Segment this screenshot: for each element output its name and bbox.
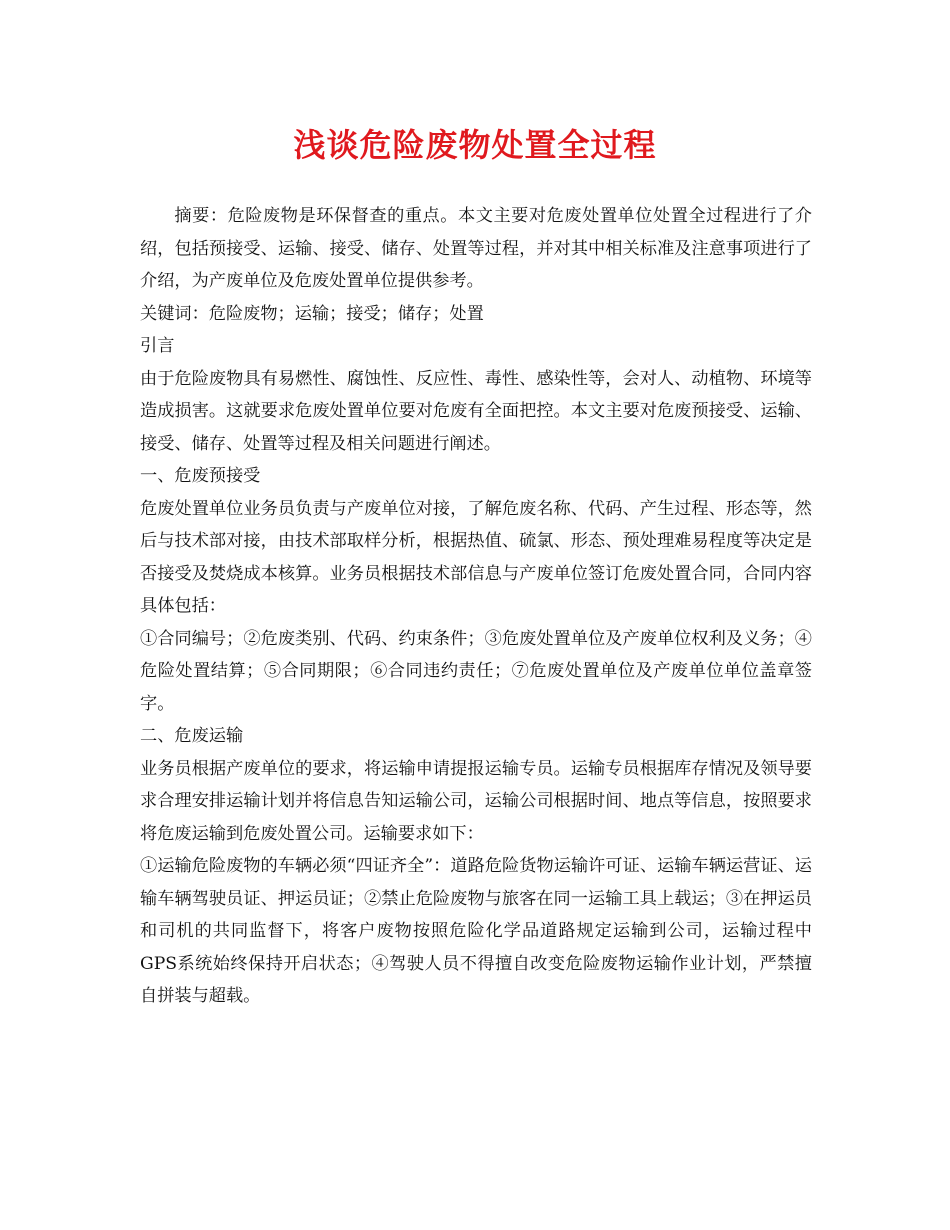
transport-paragraph: 业务员根据产废单位的要求，将运输申请提报运输专员。运输专员根据库存情况及领导要求合理安排运输计划并将信息告知运输公司，运输公司根据时间、地点等信息，按照要求将危废运输到危废处置公司。运输要求如下：	[140, 758, 812, 844]
transport-requirements-paragraph: ①运输危险废物的车辆必须“四证齐全”：道路危险货物运输许可证、运输车辆运营证、运输车辆驾驶员证、押运员证；②禁止危险废物与旅客在同一运输工具上载运；③在押运员和司机的共同监督下，将客户废物按照危险化学品道路规定运输到公司，运输过程中GPS系统始终保持开启状态；④驾驶人员不得擅自改变危险废物运输作业计划，严禁擅自拼装与超载。	[140, 856, 812, 1006]
section-heading-pre-acceptance: 一、危废预接受	[140, 466, 261, 486]
contract-items-paragraph: ①合同编号；②危废类别、代码、约束条件；③危废处置单位及产废单位权利及义务；④危险处置结算；⑤合同期限；⑥合同违约责任；⑦危废处置单位及产废单位单位盖章签字。	[140, 628, 812, 714]
abstract-paragraph: 摘要：危险废物是环保督查的重点。本文主要对危废处置单位处置全过程进行了介绍，包括预接受、运输、接受、储存、处置等过程，并对其中相关标准及注意事项进行了介绍，为产废单位及危废处置单位提供参考。	[140, 206, 812, 291]
document-title: 浅谈危险废物处置全过程	[293, 126, 657, 164]
keywords-line: 关键词：危险废物；运输；接受；储存；处置	[140, 303, 484, 324]
pre-acceptance-paragraph: 危废处置单位业务员负责与产废单位对接，了解危废名称、代码、产生过程、形态等，然后与技术部对接，由技术部取样分析，根据热值、硫氯、形态、预处理难易程度等决定是否接受及焚烧成本核算。业务员根据技术部信息与产废单位签订危废处置合同，合同内容具体包括：	[140, 498, 812, 616]
section-heading-transport: 二、危废运输	[140, 726, 244, 746]
section-heading-introduction: 引言	[140, 336, 175, 356]
document-body	[140, 200, 812, 1013]
introduction-paragraph: 由于危险废物具有易燃性、腐蚀性、反应性、毒性、感染性等，会对人、动植物、环境等造成损害。这就要求危废处置单位要对危废有全面把控。本文主要对危废预接受、运输、接受、储存、处置等过程及相关问题进行阐述。	[140, 368, 812, 454]
